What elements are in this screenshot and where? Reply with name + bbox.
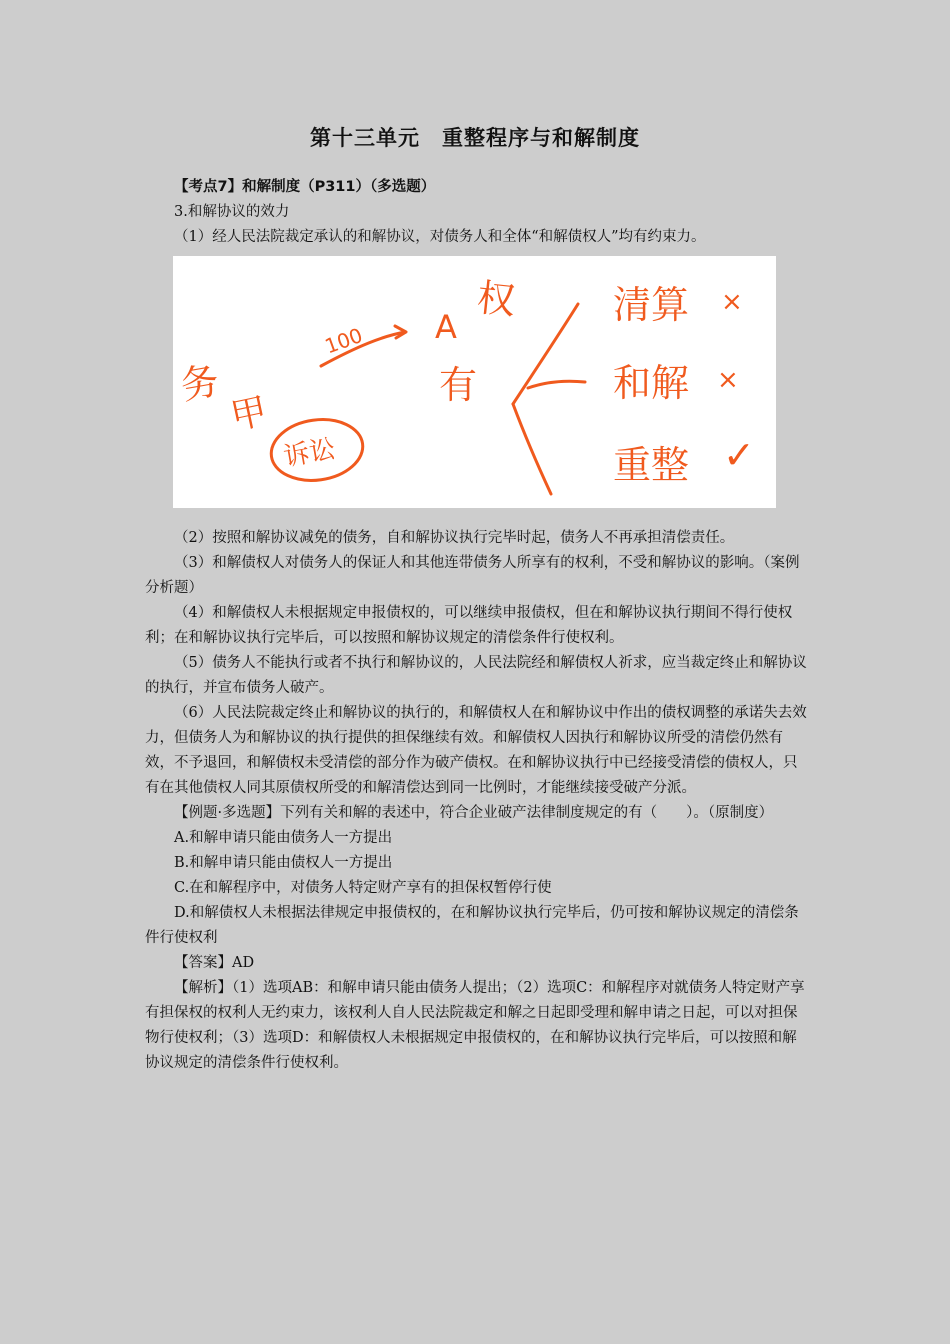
sketch-label-quan: 权 — [474, 275, 518, 324]
option-b: B.和解申请只能由债权人一方提出 — [174, 855, 393, 871]
sketch-label-wu: 务 — [177, 358, 223, 409]
sketch-label-hundred: 100 — [321, 322, 366, 359]
example-question: 【例题·多选题】下列有关和解的表述中，符合企业破产法律制度规定的有（ ）。（原制度） — [174, 805, 774, 821]
answer-line: 【答案】AD — [174, 955, 255, 971]
sketch-cross-1: × — [721, 287, 743, 317]
sketch-label-hejie: 和解 — [613, 361, 690, 405]
section-heading: 【考点7】和解制度（P311）（多选题） — [174, 179, 436, 195]
sketch-drawing — [173, 256, 776, 508]
paragraph-5: （5）债务人不能执行或者不执行和解协议的，人民法院经和解债权人祈求，应当裁定终止和解协议的执行，并宣布债务人破产。 — [145, 655, 807, 696]
sketch-label-jia: 甲 — [227, 390, 271, 439]
sketch-check: ✓ — [723, 433, 755, 477]
sketch-label-chongzheng: 重整 — [613, 443, 690, 487]
sketch-label-you: 有 — [439, 363, 478, 407]
subsection-title: 3.和解协议的效力 — [174, 204, 290, 220]
sketch-brace-middle — [528, 381, 585, 388]
paragraph-2: （2）按照和解协议减免的债务，自和解协议执行完毕时起，债务人不再承担清偿责任。 — [174, 530, 735, 546]
option-d: D.和解债权人未根据法律规定申报债权的，在和解协议执行完毕后，仍可按和解协议规定的清偿条件行使权利 — [145, 905, 799, 946]
paragraph-1: （1）经人民法院裁定承认的和解协议，对债务人和全体“和解债权人”均有约束力。 — [174, 229, 706, 245]
page-title: 第十三单元 重整程序与和解制度 — [310, 126, 640, 150]
paragraph-4: （4）和解债权人未根据规定申报债权的，可以继续申报债权，但在和解协议执行期间不得行使权利；在和解协议执行完毕后，可以按照和解协议规定的清偿条件行使权利。 — [145, 605, 793, 646]
sketch-label-a: A — [435, 308, 457, 346]
document-body — [145, 175, 807, 1076]
option-a: A.和解申请只能由债务人一方提出 — [174, 830, 393, 846]
paragraph-3: （3）和解债权人对债务人的保证人和其他连带债务人所享有的权利，不受和解协议的影响。（案例分析题） — [145, 555, 800, 596]
sketch-label-qingsuan: 清算 — [613, 283, 690, 327]
option-c: C.在和解程序中，对债务人特定财产享有的担保权暂停行使 — [174, 880, 552, 896]
sketch-brace-upper — [513, 304, 578, 404]
handwritten-sketch — [173, 256, 776, 508]
analysis-paragraph: 【解析】（1）选项AB：和解申请只能由债务人提出；（2）选项C：和解程序对就债务人特定财产享有担保权的权利人无约束力，该权利人自人民法院裁定和解之日起即受理和解申请之日起，可以对担保物行使权利；（3）选项D：和解债权人未根据规定申报债权的，在和解协议执行完毕后，可以按照和解协议规定的清偿条件行使权利。 — [145, 980, 805, 1071]
paragraph-6: （6）人民法院裁定终止和解协议的执行的，和解债权人在和解协议中作出的债权调整的承诺失去效力，但债务人为和解协议的执行提供的担保继续有效。和解债权人因执行和解协议所受的清偿仍然有效，不予退回，和解债权未受清偿的部分作为破产债权。在和解协议执行中已经接受清偿的债权人，只有在其他债权人同其原债权所受的和解清偿达到同一比例时，才能继续接受破产分派。 — [145, 705, 807, 796]
sketch-cross-2: × — [717, 365, 739, 395]
sketch-label-yiqie: 诉讼 — [281, 434, 338, 473]
sketch-brace-lower — [513, 404, 551, 494]
